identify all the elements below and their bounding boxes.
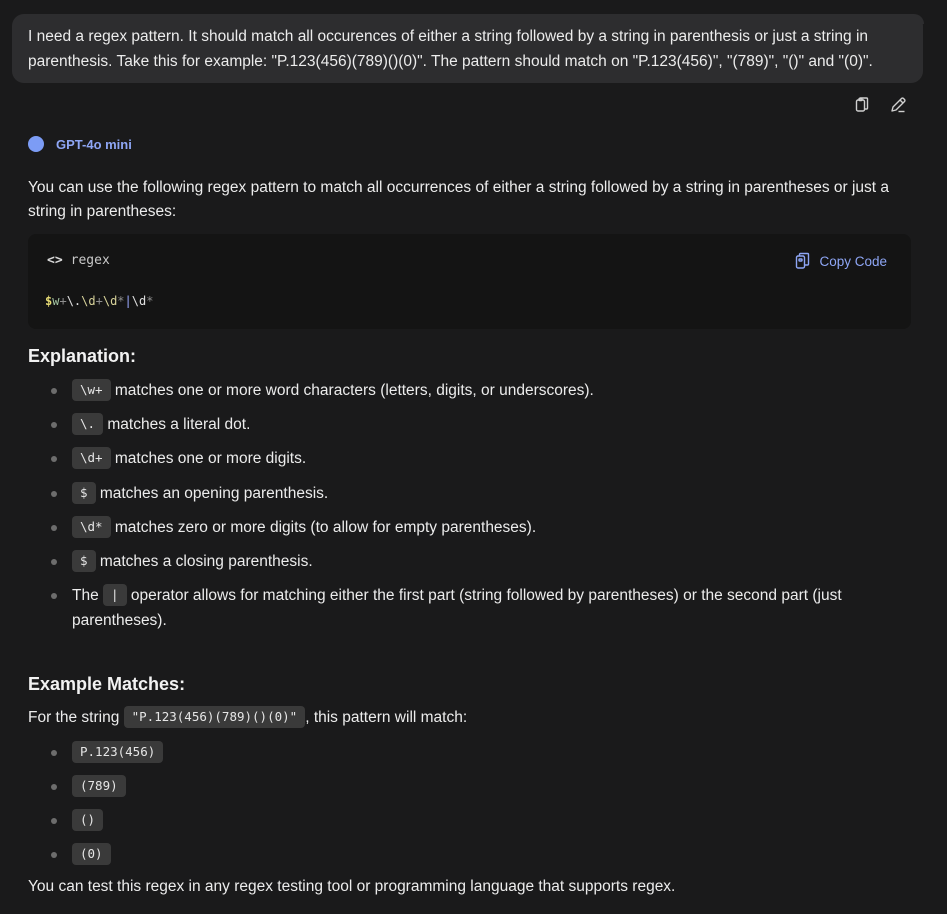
code-token: \d [102,294,118,308]
list-item [28,842,908,867]
list-item-text: matches zero or more digits (to allow for empty parentheses). [114,519,537,536]
code-token: * [117,294,125,308]
code-token: + [59,294,67,308]
list-item [28,515,908,540]
model-indicator [28,136,132,152]
list-item [28,774,908,799]
intro-text: You can use the following regex pattern to match all occurrences of either a string followed by a string in parentheses or just a string in parentheses: [28,179,890,220]
list-item-text: matches a closing parenthesis. [99,553,313,570]
code-token: $ [45,294,53,308]
list-item [28,378,908,403]
user-message [12,14,923,83]
list-item-text: matches a literal dot. [107,416,251,433]
code-token: w [52,294,60,308]
code-language-label: regex [70,253,110,268]
list-item [28,583,908,633]
examples-intro-before: For the string [28,709,120,726]
list-item-text: operator allows for matching either the first part (string followed by parentheses) or the second part (just parentheses). [72,587,842,629]
inline-code: | [103,584,127,606]
code-line [45,294,153,308]
list-item [28,446,908,471]
copy-code-button[interactable] [795,252,887,270]
code-token: \. [66,294,82,308]
list-item-text: matches an opening parenthesis. [99,485,329,502]
inline-code: (789) [72,775,126,797]
inline-code: \d+ [72,447,111,469]
examples-intro-after: , this pattern will match: [305,709,468,726]
inline-code: "P.123(456)(789)()(0)" [124,706,306,728]
code-token: \d [81,294,96,308]
user-message-text: I need a regex pattern. It should match all occurences of either a string followed by a string in parenthesis or just a string in parenthesis. Take this for example: "P.123(456)(789)()(0)". The pattern should match on "P.123(456)", "(789)", "()" and "(0)". [28,28,873,70]
inline-code: \d* [72,516,111,538]
explanation-heading: Explanation: [28,346,137,366]
list-item-text: matches one or more digits. [114,450,307,467]
inline-code: $ [72,550,96,572]
model-name: GPT-4o mini [56,136,132,152]
closing-text: You can test this regex in any regex testing tool or programming language that supports regex. [28,878,676,895]
copy-code-label: Copy Code [819,253,887,269]
list-item [28,481,908,506]
inline-code: () [72,809,103,831]
inline-code: P.123(456) [72,741,163,763]
list-item-text: matches one or more word characters (letters, digits, or underscores). [114,382,594,399]
list-item [28,740,908,765]
model-avatar [28,136,44,152]
code-token: + [95,294,103,308]
examples-intro [28,706,467,730]
examples-list [28,740,908,867]
inline-code: (0) [72,843,111,865]
explanation-list [28,378,908,633]
code-icon: <> [47,253,63,268]
list-item [28,549,908,574]
code-token: | [124,294,132,308]
message-actions [853,92,907,118]
inline-code: $ [72,482,96,504]
list-item [28,808,908,833]
list-item [28,412,908,437]
code-language [47,253,110,268]
copy-icon[interactable] [853,92,871,118]
inline-code: \. [72,413,103,435]
list-item-prefix: The [72,587,99,604]
pencil-icon[interactable] [889,92,907,118]
copy-icon [795,252,811,270]
code-token: \d [131,294,147,308]
code-token: * [146,294,154,308]
inline-code: \w+ [72,379,111,401]
code-block [28,234,911,329]
examples-heading: Example Matches: [28,674,186,694]
